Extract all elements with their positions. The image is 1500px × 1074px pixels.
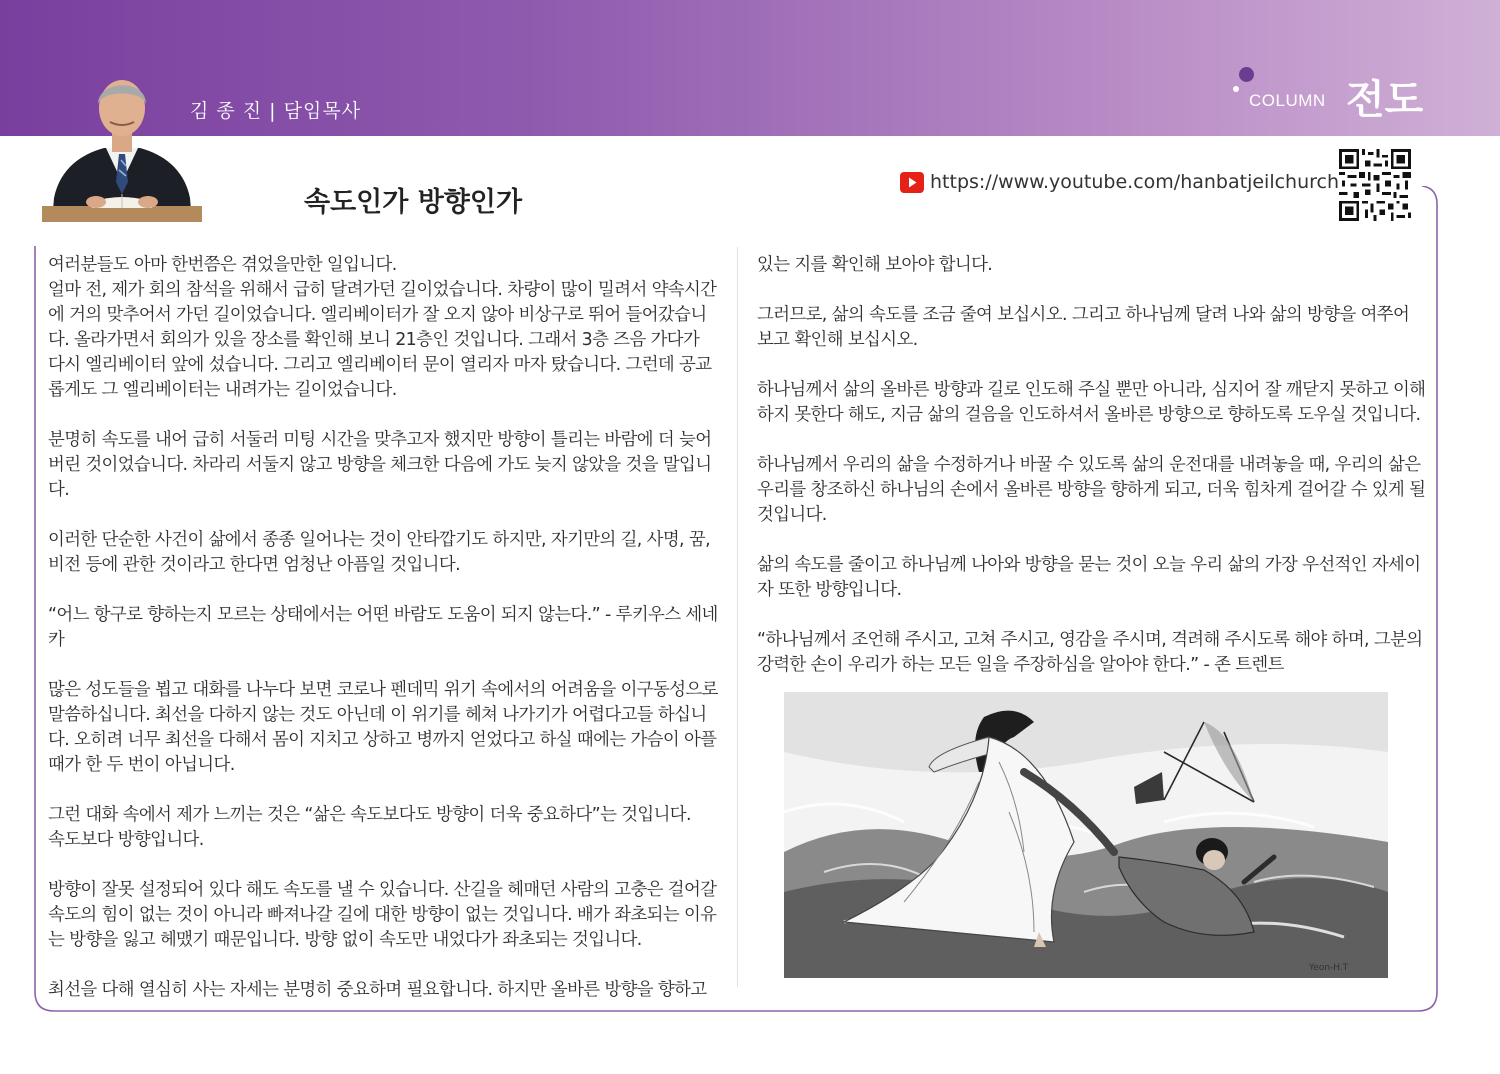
column-dot-icon — [1239, 67, 1254, 82]
paragraph: 여러분들도 아마 한번쯤은 겪었을만한 일입니다. 얼마 전, 제가 회의 참석을 위해서 급히 달려가던 길이었습니다. 차량이 많이 밀려서 약속시간에 거의 맞추어서 가던 길이었습니다. 엘리베이터가 잘 오지 않아 비상구로 뛰어 들어갔습니다. 올라가면서 회의가 있을 장소를 확인해 보니 21층인 것입니다. 그래서 3층 즈음 가다가 다시 엘리베이터 앞에 섰습니다. 그리고 엘리베이터 문이 열리자 마자 탔습니다. 그런데 공교롭게도 그 엘리베이터는 내려가는 길이었습니다. — [48, 255, 717, 400]
paragraph: 하나님께서 우리의 삶을 수정하거나 바꿀 수 있도록 삶의 운전대를 내려놓을 때, 우리의 삶은 우리를 창조하신 하나님의 손에서 올바른 방향을 향하게 되고, 더욱 힘차게 걸어갈 수 있게 될 것입니다. — [757, 455, 1426, 525]
column-divider — [737, 247, 738, 987]
paragraph: 최선을 다해 열심히 사는 자세는 분명히 중요하며 필요합니다. 하지만 올바른 방향을 향하고 — [48, 980, 707, 1000]
article-title: 속도인가 방향인가 — [304, 187, 523, 218]
quote-paragraph: “하나님께서 조언해 주시고, 고쳐 주시고, 영감을 주시며, 격려해 주시도록 해야 하며, 그분의 강력한 손이 우리가 하는 모든 일을 주장하심을 알아야 한다.” - 존 트렌트 — [757, 630, 1423, 675]
section-title: 전도 — [1346, 77, 1424, 123]
author-name: 김 종 진 | 담임목사 — [190, 100, 362, 122]
jesus-rescuing-peter-illustration — [784, 692, 1388, 978]
paragraph: 그런 대화 속에서 제가 느끼는 것은 “삶은 속도보다도 방향이 더욱 중요하다”는 것입니다. 속도보다 방향입니다. — [48, 805, 691, 850]
paragraph: 이러한 단순한 사건이 삶에서 종종 일어나는 것이 안타깝기도 하지만, 자기만의 길, 사명, 꿈, 비전 등에 관한 것이라고 한다면 엄청난 아픔일 것입니다. — [48, 530, 711, 575]
paragraph: 분명히 속도를 내어 급히 서둘러 미팅 시간을 맞추고자 했지만 방향이 틀리는 바람에 더 늦어버린 것이었습니다. 차라리 서둘지 않고 방향을 체크한 다음에 가도 늦지 않았을 것을 말입니다. — [48, 430, 712, 500]
paragraph: 있는 지를 확인해 보아야 합니다. — [757, 255, 993, 275]
paragraph: 그러므로, 삶의 속도를 조금 줄여 보십시오. 그리고 하나님께 달려 나와 삶의 방향을 여쭈어 보고 확인해 보십시오. — [757, 305, 1410, 350]
youtube-link[interactable]: https://www.youtube.com/hanbatjeilchurch — [930, 171, 1340, 193]
column-dot-small-icon — [1233, 86, 1239, 92]
article-left-column — [48, 253, 720, 1028]
paragraph: 삶의 속도를 줄이고 하나님께 나아와 방향을 묻는 것이 오늘 우리 삶의 가장 우선적인 자세이자 또한 방향입니다. — [757, 555, 1421, 600]
paragraph: 방향이 잘못 설정되어 있다 해도 속도를 낼 수 있습니다. 산길을 헤매던 사람의 고충은 걸어갈 속도의 힘이 없는 것이 아니라 빠져나갈 길에 대한 방향이 없는 것입니다. 배가 좌초되는 이유는 방향을 잃고 헤맸기 때문입니다. 방향 없이 속도만 내었다가 좌초되는 것입니다. — [48, 880, 717, 950]
quote-paragraph: “어느 항구로 향하는지 모르는 상태에서는 어떤 바람도 도움이 되지 않는다.” - 루키우스 세네카 — [48, 605, 718, 650]
paragraph: 많은 성도들을 뵙고 대화를 나누다 보면 코로나 펜데믹 위기 속에서의 어려움을 이구동성으로 말씀하십니다. 최선을 다하지 않는 것도 아닌데 이 위기를 헤쳐 나가기가 어렵다고들 하십니다. 오히려 너무 최선을 다해서 몸이 지치고 상하고 병까지 얻었다고 하실 때에는 가슴이 아플 때가 한 두 번이 아닙니다. — [48, 680, 718, 775]
illustration-signature: Yeon-H.T — [1309, 963, 1349, 973]
article-right-column — [757, 253, 1427, 703]
paragraph: 하나님께서 삶의 올바른 방향과 길로 인도해 주실 뿐만 아니라, 심지어 잘 깨닫지 못하고 이해하지 못한다 해도, 지금 삶의 걸음을 인도하셔서 올바른 방향으로 향하도록 도우실 것입니다. — [757, 380, 1426, 425]
column-label: COLUMN — [1249, 91, 1326, 110]
